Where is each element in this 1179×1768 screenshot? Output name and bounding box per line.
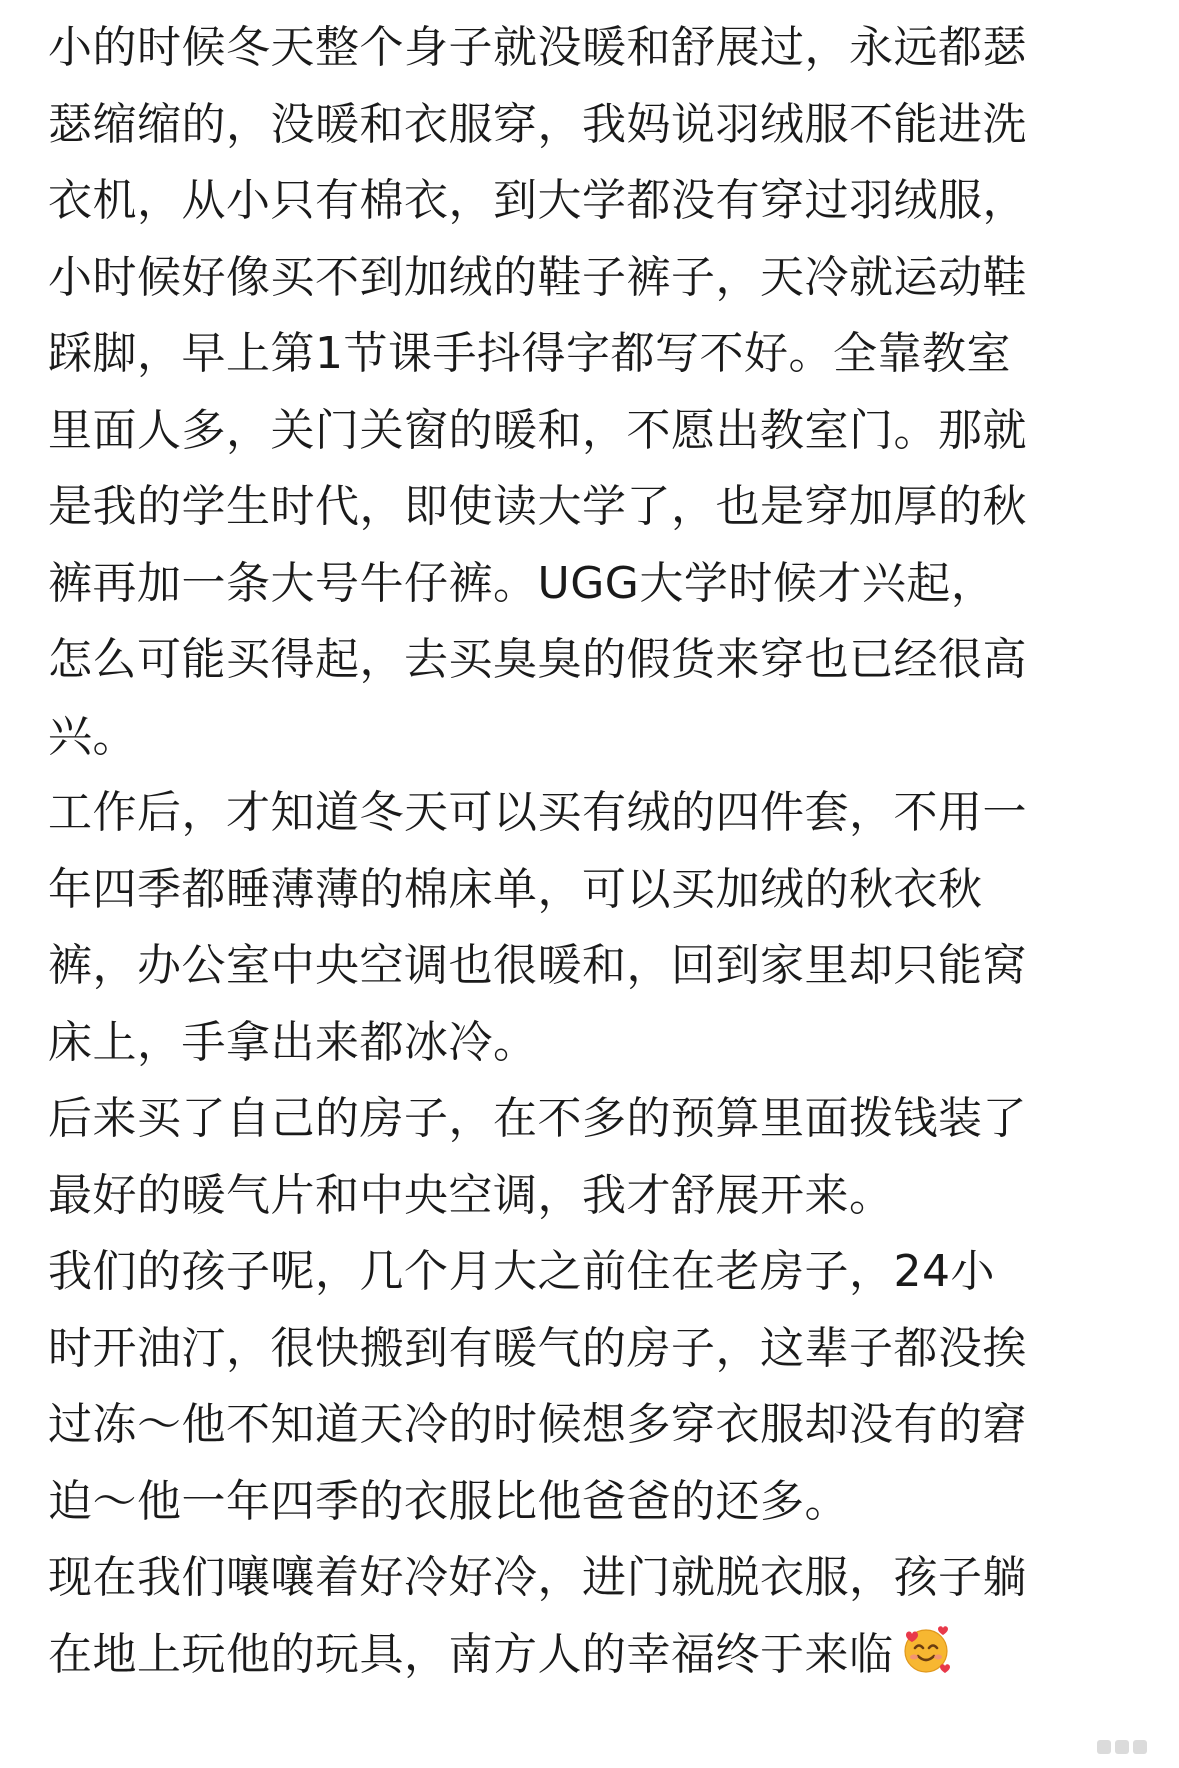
post-line: 踩脚，早上第1节课手抖得字都写不好。全靠教室	[48, 328, 1011, 379]
post-line: 过冻～他不知道天冷的时候想多穿衣服却没有的窘	[48, 1399, 1027, 1450]
post-line: 裤，办公室中央空调也很暖和，回到家里却只能窝	[48, 940, 1027, 991]
post-line: 后来买了自己的房子，在不多的预算里面拨钱装了	[48, 1093, 1027, 1144]
post-line: 衣机，从小只有棉衣，到大学都没有穿过羽绒服，	[48, 175, 1027, 226]
post-line: 瑟缩缩的，没暖和衣服穿，我妈说羽绒服不能进洗	[48, 98, 1027, 150]
watermark-icon	[1095, 1734, 1165, 1760]
post-line: 小时候好像买不到加绒的鞋子裤子，天冷就运动鞋	[48, 251, 1027, 303]
post-line: 里面人多，关门关窗的暖和，不愿出教室门。那就	[48, 404, 1027, 456]
post-line: 时开油汀，很快搬到有暖气的房子，这辈子都没挨	[48, 1322, 1027, 1374]
post-line-last	[48, 1617, 1158, 1694]
post-line: 迫～他一年四季的衣服比他爸爸的还多。	[48, 1475, 849, 1527]
post-line: 现在我们嚷嚷着好冷好冷，进门就脱衣服，孩子躺	[48, 1552, 1027, 1603]
post-line-text: 在地上玩他的玩具，南方人的幸福终于来临	[48, 1628, 894, 1680]
post-line: 年四季都睡薄薄的棉床单，可以买加绒的秋衣秋	[48, 863, 983, 915]
smiling-face-with-hearts-icon	[898, 1621, 954, 1677]
post-line: 怎么可能买得起，去买臭臭的假货来穿也已经很高	[48, 634, 1027, 685]
post-line: 工作后，才知道冬天可以买有绒的四件套，不用一	[48, 787, 1027, 838]
post-body	[48, 10, 1158, 1693]
post-line: 我们的孩子呢，几个月大之前住在老房子，24小	[48, 1246, 995, 1297]
post-line: 裤再加一条大号牛仔裤。UGG大学时候才兴起，	[48, 557, 996, 609]
post-line: 小的时候冬天整个身子就没暖和舒展过，永远都瑟	[48, 22, 1027, 73]
post-line: 兴。	[48, 710, 137, 762]
post-line: 是我的学生时代，即使读大学了，也是穿加厚的秋	[48, 481, 1027, 532]
post-line: 床上，手拿出来都冰冷。	[48, 1016, 538, 1068]
post-line: 最好的暖气片和中央空调，我才舒展开来。	[48, 1169, 894, 1221]
